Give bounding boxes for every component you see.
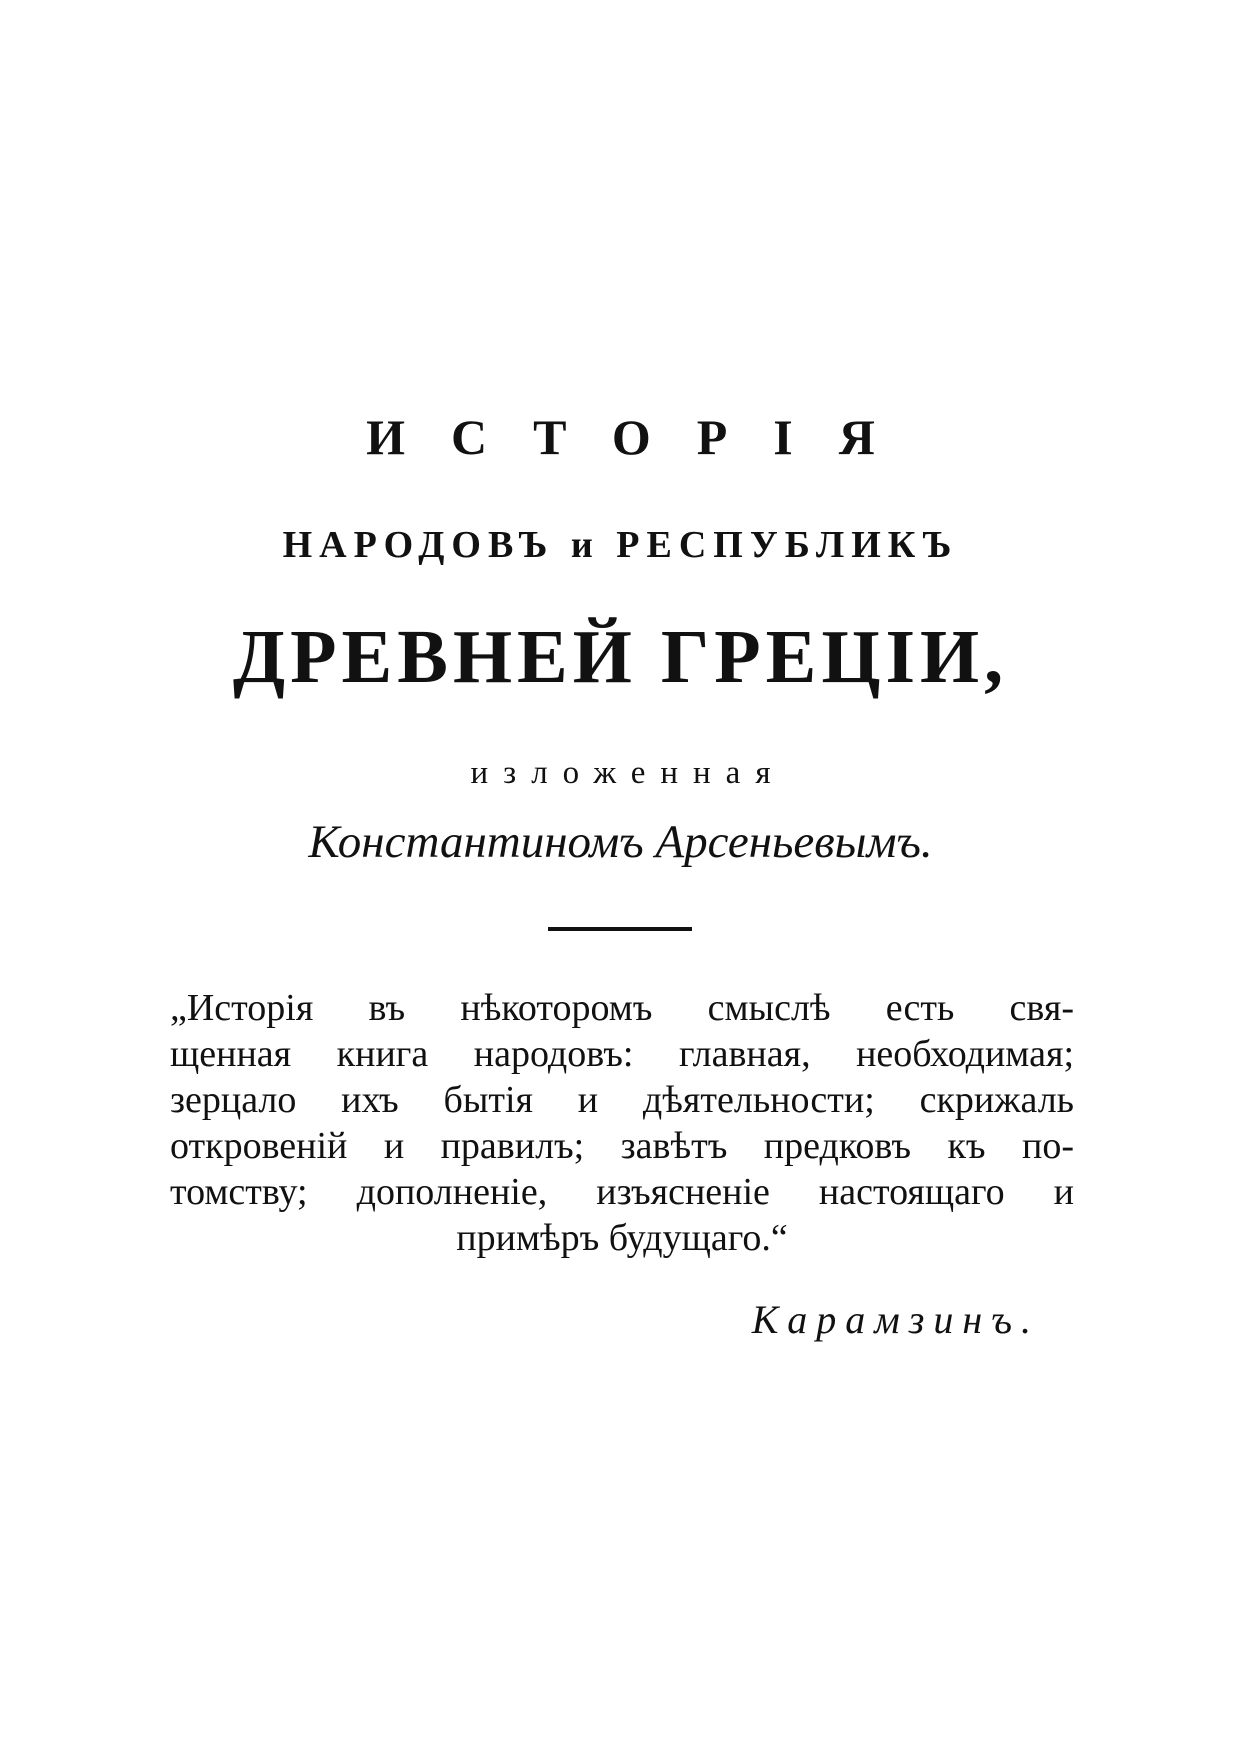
book-title-greece: ДРЕВНЕЙ ГРЕЦІИ, [232,615,1009,699]
author-name: Константиномъ Арсеньевымъ. [308,816,933,868]
epigraph-line: томству; дополненіе, изъясненіе настоящаго и [170,1171,1074,1213]
book-title: ИСТОРІЯ [366,409,921,465]
epigraph-quote [170,985,1074,1261]
epigraph-line: щенная книга народовъ: главная, необходимая; [170,1033,1074,1075]
epigraph-line: „Исторія въ нѣкоторомъ смыслѣ есть свя- [170,987,1074,1029]
epigraph-signature: Карамзинъ. [751,1297,1040,1342]
epigraph-line: откровеній и правилъ; завѣтъ предковъ къ по- [170,1125,1074,1167]
divider-rule [548,927,692,931]
expounded-by-label: изложенная [470,755,786,791]
epigraph-line: примѣръ будущаго.“ [456,1217,788,1259]
book-subtitle: НАРОДОВЪ и РЕСПУБЛИКЪ [282,524,959,566]
epigraph-line: зерцало ихъ бытія и дѣятельности; скрижаль [170,1079,1074,1121]
